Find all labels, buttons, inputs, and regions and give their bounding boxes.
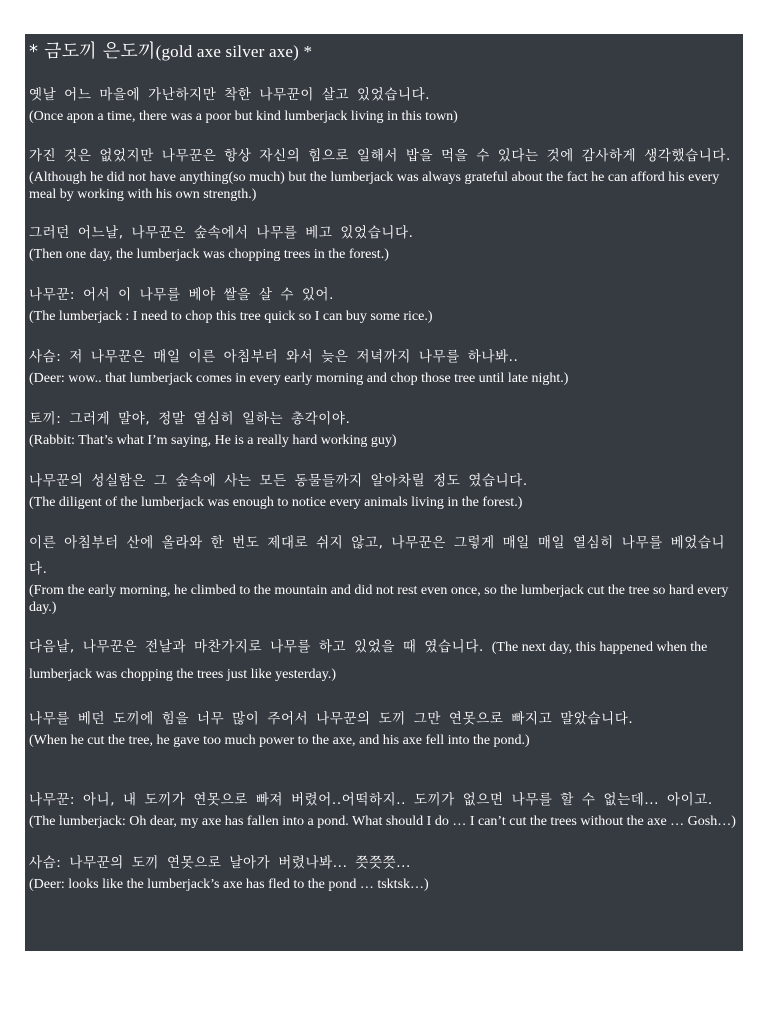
paragraph-korean: 사슴: 나무꾼의 도끼 연못으로 날아가 버렸나봐... 쯧쯧쯧... [29, 855, 411, 871]
paragraph-korean: 이른 아침부터 산에 올라와 한 번도 제대로 쉬지 않고, 나무꾼은 그렇게 매일 매일 열심히 나무를 베었습니다. [29, 535, 726, 577]
paragraph-3 [29, 220, 739, 263]
paragraph-english: (Rabbit: That’s what I’m saying, He is a really hard working guy) [29, 433, 397, 448]
paragraph-english: (The lumberjack: Oh dear, my axe has fallen into a pond. What should I do … I can’t cut the trees without the axe … Gosh…) [29, 814, 736, 829]
paragraph-4 [29, 282, 739, 325]
document-panel [25, 34, 743, 951]
paragraph-5 [29, 344, 739, 387]
paragraph-2 [29, 143, 739, 203]
paragraph-korean: 나무를 베던 도끼에 힘을 너무 많이 주어서 나무꾼의 도끼 그만 연못으로 빠지고 말았습니다. [29, 711, 634, 727]
paragraph-english: (Then one day, the lumberjack was chopping trees in the forest.) [29, 247, 389, 262]
paragraph-1 [29, 82, 739, 125]
paragraph-10 [29, 706, 739, 749]
paragraph-korean: 나무꾼: 어서 이 나무를 베야 쌀을 살 수 있어. [29, 287, 335, 303]
paragraph-english: (The lumberjack : I need to chop this tree quick so I can buy some rice.) [29, 309, 433, 324]
paragraph-english: (From the early morning, he climbed to the mountain and did not rest even once, so the lumberjack cut the tree so hard every day.) [29, 583, 729, 615]
paragraph-11 [29, 787, 739, 830]
paragraph-english: (Once apon a time, there was a poor but kind lumberjack living in this town) [29, 109, 458, 124]
title-english: (gold axe silver axe) * [155, 42, 313, 61]
paragraph-12 [29, 850, 739, 893]
paragraph-korean: 가진 것은 없었지만 나무꾼은 항상 자신의 힘으로 일해서 밥을 먹을 수 있다는 것에 감사하게 생각했습니다. [29, 148, 731, 164]
paragraph-korean: 나무꾼의 성실함은 그 숲속에 사는 모든 동물들까지 알아차릴 정도 였습니다. [29, 473, 528, 489]
paragraph-9 [29, 634, 739, 688]
paragraph-english: (Although he did not have anything(so much) but the lumberjack was always grateful about the fact he can afford his every meal by working with his own strength.) [29, 170, 720, 202]
document-title [29, 40, 739, 64]
paragraph-korean: 나무꾼: 아니, 내 도끼가 연못으로 빠져 버렸어..어떡하지.. 도끼가 없으면 나무를 할 수 없는데... 아이고. [29, 792, 713, 808]
paragraph-korean: 토끼: 그러게 말야, 정말 열심히 일하는 총각이야. [29, 411, 351, 427]
paragraph-korean-with-inline-english [29, 634, 739, 688]
paragraph-english: (The diligent of the lumberjack was enough to notice every animals living in the forest.) [29, 495, 523, 510]
title-korean: * 금도끼 은도끼 [29, 41, 156, 62]
paragraph-korean: 옛날 어느 마을에 가난하지만 착한 나무꾼이 살고 있었습니다. [29, 87, 431, 103]
paragraph-6 [29, 406, 739, 449]
paragraph-korean: 그러던 어느날, 나무꾼은 숲속에서 나무를 베고 있었습니다. [29, 225, 414, 241]
paragraph-english: (When he cut the tree, he gave too much power to the axe, and his axe fell into the pond.) [29, 733, 530, 748]
paragraph-english-inline: (The next day, this happened when the lumberjack was chopping the trees just like yesterday.) [29, 640, 708, 682]
paragraph-english: (Deer: looks like the lumberjack’s axe has fled to the pond … tsktsk…) [29, 877, 429, 892]
paragraph-korean: 다음날, 나무꾼은 전날과 마찬가지로 나무를 하고 있었을 때 였습니다. [29, 639, 484, 655]
paragraph-7 [29, 468, 739, 511]
paragraph-korean: 사슴: 저 나무꾼은 매일 이른 아침부터 와서 늦은 저녁까지 나무를 하나봐.. [29, 349, 519, 365]
paragraph-8 [29, 530, 739, 616]
paragraph-english: (Deer: wow.. that lumberjack comes in every early morning and chop those tree until late night.) [29, 371, 569, 386]
